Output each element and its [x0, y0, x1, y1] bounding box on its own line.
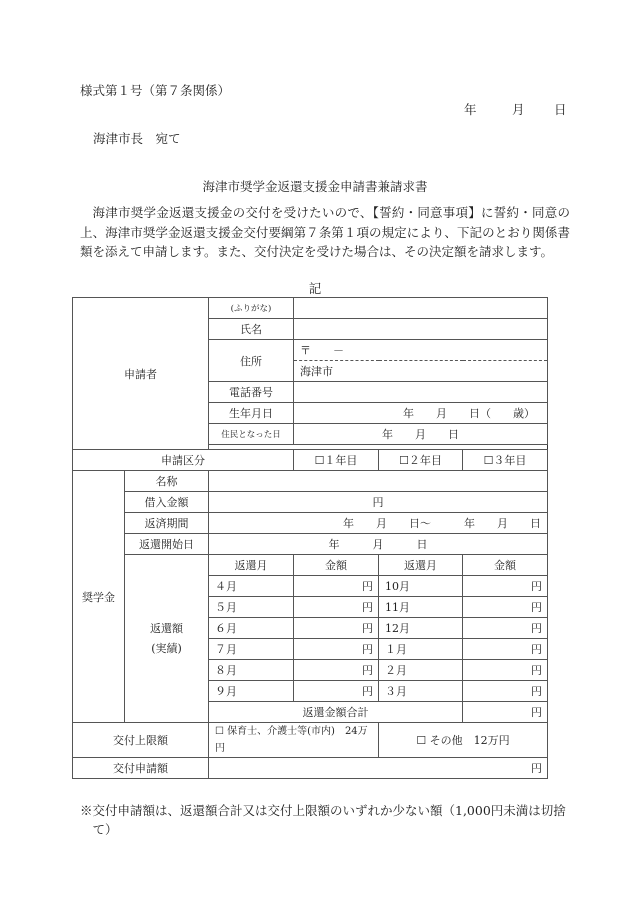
birth-field[interactable]: 年 月 日（ 歳） — [294, 403, 548, 424]
address-label: 住所 — [209, 340, 294, 382]
city-field[interactable]: 海津市 — [294, 361, 548, 382]
application-table — [72, 297, 548, 779]
repay-label-main: 返還額 — [150, 621, 183, 635]
postal-field[interactable]: 〒 － — [294, 340, 548, 361]
month-cell: ２月 — [379, 660, 463, 681]
col-header-month-1: 返還月 — [209, 555, 294, 576]
amount-cell[interactable]: 円 — [463, 660, 548, 681]
month-cell: 12月 — [379, 618, 463, 639]
month-cell: ７月 — [209, 639, 294, 660]
ki-label: 記 — [308, 281, 322, 296]
start-label: 返還開始日 — [125, 534, 209, 555]
col-header-amount-1: 金額 — [294, 555, 379, 576]
month-cell: ５月 — [209, 597, 294, 618]
document-title: 海津市奨学金返還支援金申請書兼請求書 — [202, 179, 428, 194]
applicant-label: 申請者 — [73, 298, 209, 450]
month-cell: 11月 — [379, 597, 463, 618]
body-paragraph: 海津市奨学金返還支援金の交付を受けたいので、【誓約・同意事項】に誓約・同意の上、海津市奨学金返還支援金交付要綱第７条第１項の規定により、下記のとおり関係書類を添えて申請します。また、交付決定を受けた場合は、その決定額を請求します。 — [80, 205, 570, 259]
period-field[interactable]: 年 月 日～ 年 月 日 — [209, 513, 548, 534]
amount-cell[interactable]: 円 — [463, 597, 548, 618]
phone-label: 電話番号 — [209, 382, 294, 403]
period-label: 返済期間 — [125, 513, 209, 534]
grant-label: 交付申請額 — [73, 758, 209, 779]
name-label: 氏名 — [209, 319, 294, 340]
scholarship-name-field[interactable] — [209, 471, 548, 492]
amount-cell[interactable]: 円 — [463, 576, 548, 597]
category-label: 申請区分 — [73, 450, 294, 471]
resident-label: 住民となった日 — [209, 424, 294, 445]
col-header-amount-2: 金額 — [463, 555, 548, 576]
category-option-1[interactable]: ☐１年目 — [294, 450, 379, 471]
total-label: 返還金額合計 — [209, 702, 463, 723]
amount-cell[interactable]: 円 — [294, 639, 379, 660]
addressee: 海津市長 宛て — [93, 131, 181, 146]
furigana-field[interactable] — [294, 298, 548, 319]
date-month: 月 — [512, 102, 525, 117]
amount-cell[interactable]: 円 — [463, 639, 548, 660]
month-cell: ９月 — [209, 681, 294, 702]
amount-cell[interactable]: 円 — [463, 681, 548, 702]
month-cell: １月 — [379, 639, 463, 660]
month-cell: ８月 — [209, 660, 294, 681]
amount-cell[interactable]: 円 — [294, 618, 379, 639]
total-field[interactable]: 円 — [463, 702, 548, 723]
resident-field[interactable]: 年 月 日 — [294, 424, 548, 445]
category-option-3[interactable]: ☐３年目 — [463, 450, 548, 471]
month-cell: ４月 — [209, 576, 294, 597]
amount-cell[interactable]: 円 — [294, 660, 379, 681]
grant-field[interactable]: 円 — [209, 758, 548, 779]
limit-option-2[interactable]: ☐ その他 12万円 — [379, 723, 548, 758]
repay-label — [125, 555, 209, 723]
repay-label-sub: (実績) — [151, 641, 182, 655]
start-field[interactable]: 年 月 日 — [209, 534, 548, 555]
month-cell: ６月 — [209, 618, 294, 639]
amount-cell[interactable]: 円 — [294, 681, 379, 702]
name-field[interactable] — [294, 319, 548, 340]
amount-cell[interactable]: 円 — [463, 618, 548, 639]
form-number: 様式第１号（第７条関係） — [80, 83, 231, 98]
footnote: ※交付申請額は、返還額合計又は交付上限額のいずれか少ない額（1,000円未満は切捨て） — [80, 803, 566, 837]
category-option-2[interactable]: ☐２年目 — [379, 450, 463, 471]
loan-field[interactable]: 円 — [209, 492, 548, 513]
amount-cell[interactable]: 円 — [294, 597, 379, 618]
month-cell: 10月 — [379, 576, 463, 597]
amount-cell[interactable]: 円 — [294, 576, 379, 597]
birth-label: 生年月日 — [209, 403, 294, 424]
month-cell: ３月 — [379, 681, 463, 702]
scholarship-name-label: 名称 — [125, 471, 209, 492]
phone-field[interactable] — [294, 382, 548, 403]
scholarship-label: 奨学金 — [73, 471, 125, 723]
furigana-label: (ふりがな) — [209, 298, 294, 319]
date-day: 日 — [554, 102, 567, 117]
date-year: 年 — [464, 102, 477, 117]
limit-label: 交付上限額 — [73, 723, 209, 758]
col-header-month-2: 返還月 — [379, 555, 463, 576]
loan-label: 借入金額 — [125, 492, 209, 513]
limit-option-1[interactable]: ☐ 保育士、介護士等(市内) 24万円 — [209, 723, 379, 758]
